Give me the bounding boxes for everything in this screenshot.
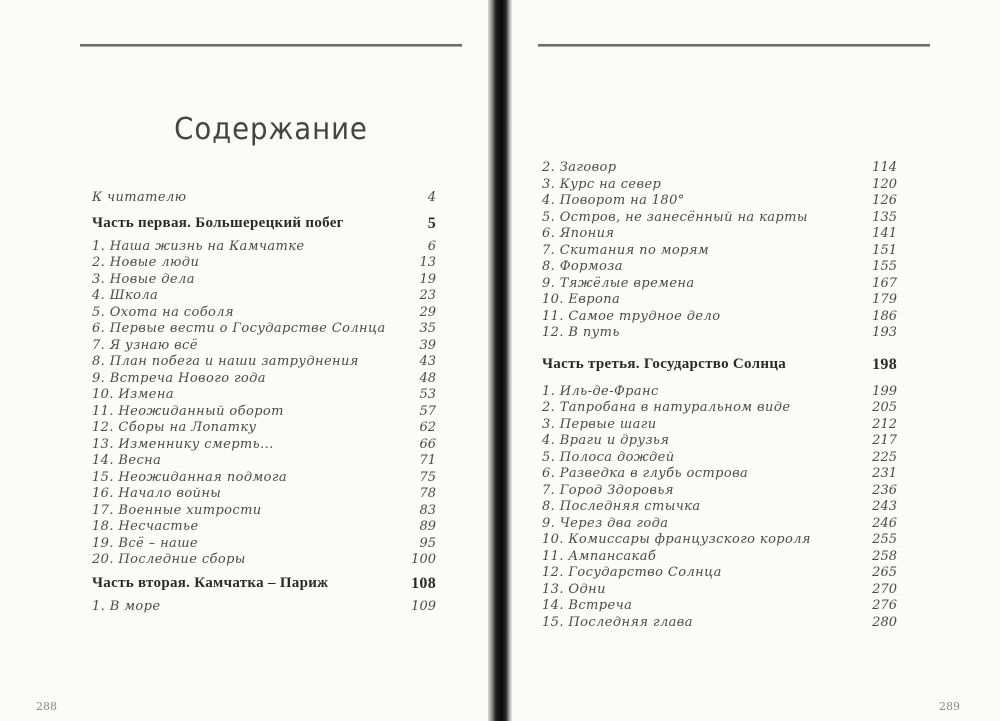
toc-entry-label: 11. Самое трудное дело xyxy=(542,308,721,324)
toc-entry xyxy=(92,404,436,421)
toc-entry-label: К читателю xyxy=(92,190,187,205)
toc-entry-label: 1. Иль-де-Франс xyxy=(542,383,659,399)
toc-entry-label: 10. Измена xyxy=(92,387,175,402)
toc-entry xyxy=(542,309,897,326)
toc-entry-label: 19. Всё – наше xyxy=(92,535,199,551)
toc-entry-label: 9. Встреча Нового года xyxy=(92,370,266,386)
toc-entry-page: 199 xyxy=(872,383,897,399)
toc-entry xyxy=(542,499,897,516)
toc-entry-page: 193 xyxy=(872,325,897,340)
part-heading-label: Часть первая. Большерецкий побег xyxy=(92,215,344,231)
toc-entry xyxy=(542,226,897,243)
toc-entry xyxy=(92,354,436,371)
toc-part-heading xyxy=(542,352,897,378)
toc-entry-page: 141 xyxy=(872,226,897,241)
toc-entry-page: 75 xyxy=(419,469,436,485)
toc-entry-page: 109 xyxy=(411,598,436,614)
toc-entry-label: 15. Неожиданная подмога xyxy=(92,469,287,485)
toc-entry xyxy=(92,420,436,437)
toc-entry-label: 14. Весна xyxy=(92,453,162,468)
toc-entry-page: 167 xyxy=(872,275,897,291)
toc-entry-label: 7. Я узнаю всё xyxy=(92,337,198,353)
part-heading-label: Часть вторая. Камчатка – Париж xyxy=(92,575,329,591)
toc-entry-page: 186 xyxy=(872,308,897,324)
toc-entry-page: 62 xyxy=(419,420,436,435)
toc-entry-page: 66 xyxy=(419,436,436,452)
right-page xyxy=(512,0,1000,721)
toc-entry-page: 13 xyxy=(419,255,436,270)
toc-entry xyxy=(92,503,436,520)
toc-entry-label: 13. Изменнику смерть... xyxy=(92,436,274,452)
toc-entry-page: 100 xyxy=(411,552,436,567)
toc-entry xyxy=(92,305,436,322)
toc-entry-label: 1. Наша жизнь на Камчатке xyxy=(92,238,305,254)
toc-entry xyxy=(542,193,897,210)
toc-entry-label: 9. Тяжёлые времена xyxy=(542,275,695,291)
toc-entry-page: 255 xyxy=(872,532,897,547)
toc-entry xyxy=(92,387,436,404)
toc-entry-label: 13. Одни xyxy=(542,581,606,597)
toc-entry-label: 2. Новые люди xyxy=(92,255,200,270)
toc-entry-page: 151 xyxy=(872,242,897,258)
part-heading-page: 5 xyxy=(427,214,436,232)
toc-entry-label: 4. Враги и друзья xyxy=(542,433,670,448)
toc-right xyxy=(542,160,897,631)
toc-entry xyxy=(92,470,436,487)
toc-entry-page: 23 xyxy=(419,288,436,303)
toc-entry-page: 6 xyxy=(427,238,436,254)
toc-entry-page: 83 xyxy=(419,502,436,518)
toc-entry-page: 236 xyxy=(872,482,897,498)
toc-entry-page: 243 xyxy=(872,499,897,514)
toc-entry-page: 265 xyxy=(872,565,897,580)
toc-entry xyxy=(542,177,897,194)
toc-left xyxy=(92,190,436,615)
toc-entry xyxy=(92,288,436,305)
toc-entry xyxy=(542,582,897,599)
toc-entry-label: 5. Охота на соболя xyxy=(92,304,234,320)
toc-entry xyxy=(542,532,897,549)
toc-entry-page: 43 xyxy=(419,354,436,369)
toc-entry xyxy=(92,552,436,569)
toc-entry-page: 89 xyxy=(419,519,436,534)
toc-entry-page: 179 xyxy=(872,292,897,307)
toc-entry-label: 2. Заговор xyxy=(542,160,617,175)
toc-entry-page: 39 xyxy=(419,337,436,353)
toc-entry-page: 48 xyxy=(419,370,436,386)
header-rule xyxy=(538,44,930,47)
part-heading-page: 198 xyxy=(872,355,897,373)
toc-entry-page: 258 xyxy=(872,548,897,564)
toc-entry-label: 11. Неожиданный оборот xyxy=(92,403,284,419)
toc-list xyxy=(92,239,436,569)
toc-entry xyxy=(542,466,897,483)
toc-entry xyxy=(542,160,897,177)
toc-entry-label: 12. В путь xyxy=(542,325,620,340)
toc-entry-label: 11. Ампансакаб xyxy=(542,548,657,564)
toc-entry-label: 10. Европа xyxy=(542,292,621,307)
toc-entry-label: 7. Город Здоровья xyxy=(542,482,674,498)
toc-entry-label: 8. Последняя стычка xyxy=(542,499,701,514)
toc-entry xyxy=(542,450,897,467)
toc-entry xyxy=(92,321,436,338)
toc-entry xyxy=(542,276,897,293)
page-number: 288 xyxy=(36,700,57,713)
toc-entry-page: 135 xyxy=(872,209,897,225)
header-rule xyxy=(80,44,462,47)
toc-entry-label: 12. Сборы на Лопатку xyxy=(92,420,257,435)
toc-entry-page: 57 xyxy=(419,403,436,419)
left-page xyxy=(0,0,488,721)
toc-entry xyxy=(542,325,897,342)
toc-entry-label: 1. В море xyxy=(92,598,161,614)
toc-entry-page: 225 xyxy=(872,449,897,465)
toc-entry xyxy=(92,519,436,536)
toc-entry-label: 4. Поворот на 180° xyxy=(542,193,685,208)
toc-entry-label: 18. Несчастье xyxy=(92,519,199,534)
toc-entry-page: 231 xyxy=(872,466,897,481)
toc-entry-label: 2. Тапробана в натуральном виде xyxy=(542,400,791,415)
toc-entry-label: 16. Начало войны xyxy=(92,486,222,501)
toc-entry-label: 3. Новые дела xyxy=(92,271,195,287)
toc-entry-label: 20. Последние сборы xyxy=(92,552,246,567)
toc-entry-page: 246 xyxy=(872,515,897,531)
toc-entry-label: 9. Через два года xyxy=(542,515,669,531)
toc-entry xyxy=(542,210,897,227)
toc-entry-label: 8. План побега и наши затруднения xyxy=(92,354,359,369)
toc-entry-page: 4 xyxy=(427,190,436,205)
toc-entry-page: 276 xyxy=(872,598,897,613)
page-number: 289 xyxy=(939,700,960,713)
toc-entry-page: 19 xyxy=(419,271,436,287)
toc-entry-page: 217 xyxy=(872,433,897,448)
toc-entry xyxy=(92,371,436,388)
toc-entry-label: 12. Государство Солнца xyxy=(542,565,722,580)
toc-entry xyxy=(92,599,436,616)
toc-entry-label: 3. Первые шаги xyxy=(542,416,657,432)
toc-entry xyxy=(92,453,436,470)
toc-entry-intro xyxy=(92,190,436,207)
toc-entry xyxy=(92,255,436,272)
toc-entry xyxy=(92,272,436,289)
toc-entry-page: 270 xyxy=(872,581,897,597)
toc-entry-label: 4. Школа xyxy=(92,288,159,303)
toc-entry xyxy=(542,615,897,632)
toc-entry xyxy=(542,433,897,450)
toc-entry-label: 5. Остров, не занесённый на карты xyxy=(542,209,808,225)
toc-entry-label: 8. Формоза xyxy=(542,259,623,274)
toc-entry-page: 35 xyxy=(419,321,436,336)
toc-entry-label: 6. Разведка в глубь острова xyxy=(542,466,749,481)
toc-entry xyxy=(542,292,897,309)
toc-entry-page: 53 xyxy=(419,387,436,402)
toc-entry-page: 95 xyxy=(419,535,436,551)
toc-part-heading xyxy=(92,571,436,597)
toc-part-heading xyxy=(92,211,436,237)
toc-entry-label: 5. Полоса дождей xyxy=(542,449,675,465)
toc-entry-page: 78 xyxy=(419,486,436,501)
part-heading-page: 108 xyxy=(411,574,436,592)
toc-entry-label: 10. Комиссары французского короля xyxy=(542,532,811,547)
toc-entry-label: 6. Япония xyxy=(542,226,615,241)
toc-entry xyxy=(92,437,436,454)
toc-entry xyxy=(542,384,897,401)
toc-entry-label: 7. Скитания по морям xyxy=(542,242,710,258)
part-heading-label: Часть третья. Государство Солнца xyxy=(542,356,787,372)
toc-entry-page: 126 xyxy=(872,193,897,208)
toc-entry-label: 15. Последняя глава xyxy=(542,614,693,630)
book-spine xyxy=(488,0,512,721)
page-title: Содержание xyxy=(174,112,368,147)
toc-entry-page: 114 xyxy=(872,160,897,175)
toc-entry-page: 212 xyxy=(872,416,897,432)
toc-entry-page: 29 xyxy=(419,304,436,320)
toc-entry-label: 14. Встреча xyxy=(542,598,633,613)
toc-entry xyxy=(542,549,897,566)
toc-entry xyxy=(92,338,436,355)
toc-entry xyxy=(92,239,436,256)
toc-entry xyxy=(542,243,897,260)
toc-entry xyxy=(92,486,436,503)
toc-entry-label: 3. Курс на север xyxy=(542,176,662,192)
toc-entry xyxy=(542,400,897,417)
toc-entry xyxy=(542,598,897,615)
toc-entry xyxy=(542,565,897,582)
toc-entry xyxy=(542,417,897,434)
toc-entry-page: 280 xyxy=(872,614,897,630)
toc-entry xyxy=(92,536,436,553)
toc-entry xyxy=(542,483,897,500)
toc-entry xyxy=(542,259,897,276)
toc-entry-page: 120 xyxy=(872,176,897,192)
toc-entry-label: 17. Военные хитрости xyxy=(92,502,262,518)
toc-entry-page: 155 xyxy=(872,259,897,274)
toc-entry xyxy=(542,516,897,533)
toc-entry-page: 71 xyxy=(419,453,436,468)
toc-entry-label: 6. Первые вести о Государстве Солнца xyxy=(92,321,386,336)
toc-entry-page: 205 xyxy=(872,400,897,415)
